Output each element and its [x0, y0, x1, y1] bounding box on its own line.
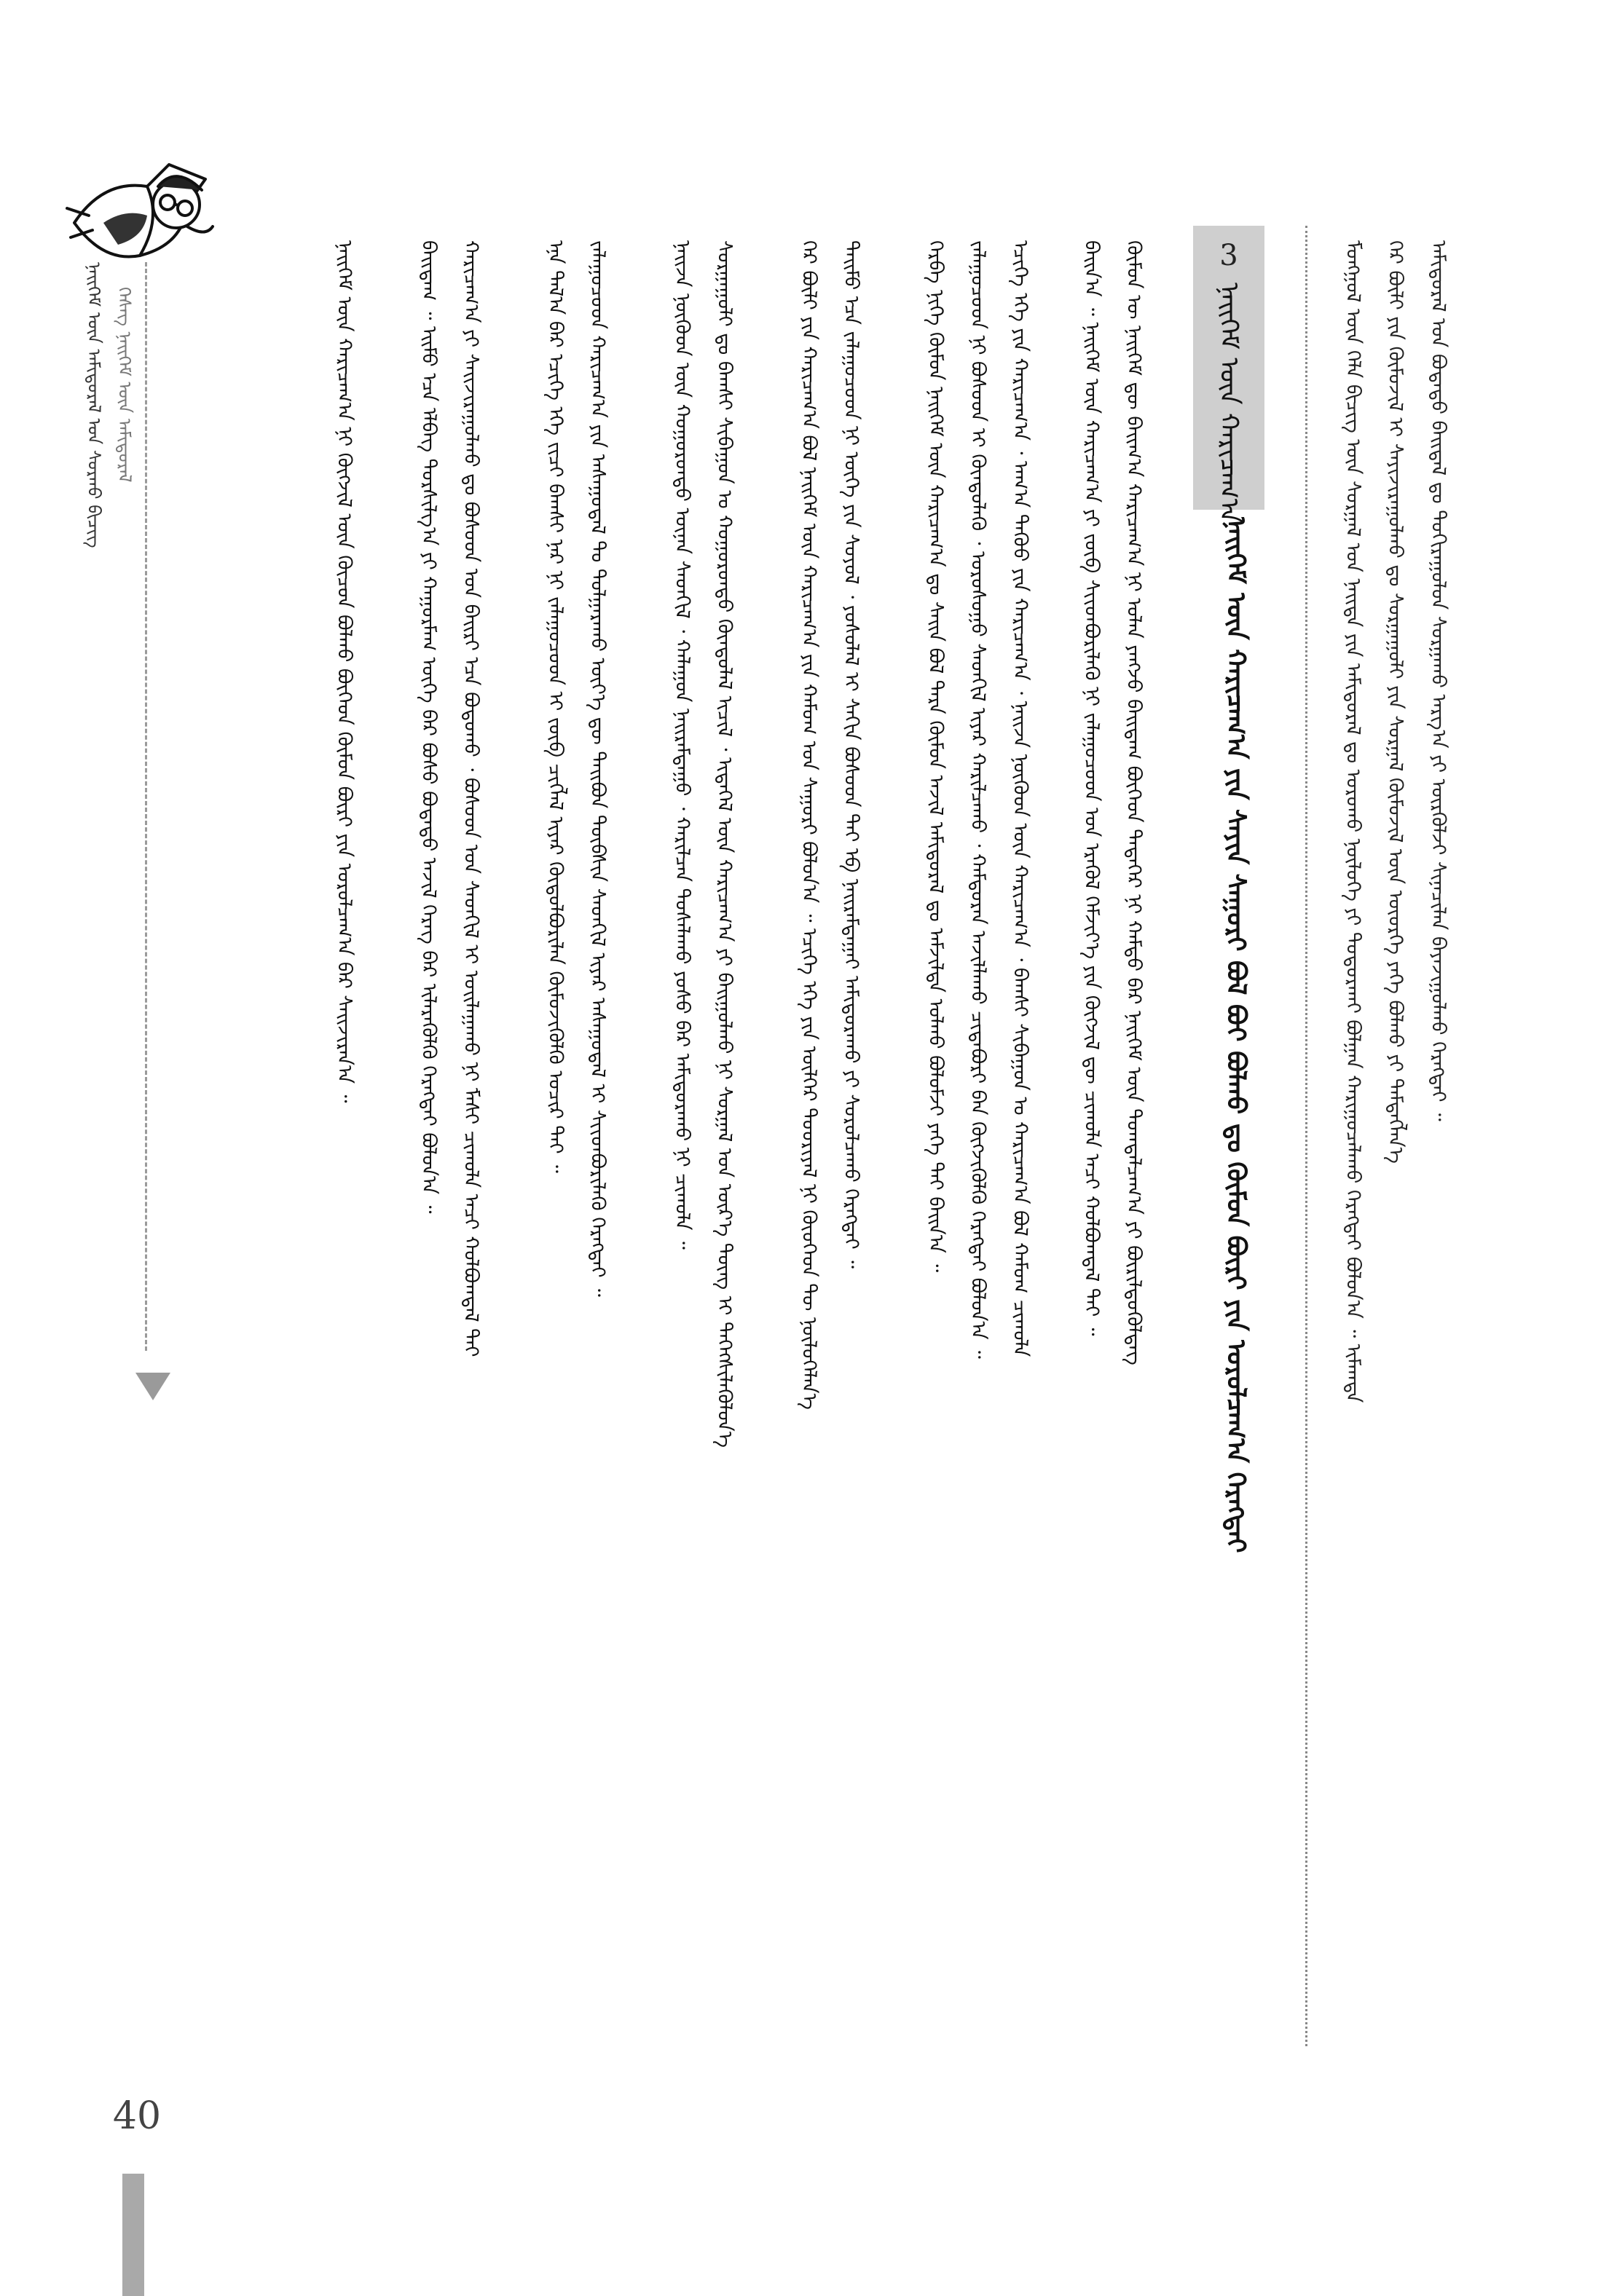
body-text-line: ᠨᠠᠢᠵᠠ ᠨᠥᠬᠦᠳ ᠦᠨ ᠬᠣᠭᠣᠷᠣᠨᠳᠤ ᠦᠨᠡᠨ ᠰᠡᠳᠬᠢᠯ ᠂ ᠬᠠᠯᠠᠭᠤᠨ ᠨᠠᠢᠷᠠᠮᠳᠠᠭᠤ ᠂ ᠬᠠᠷᠢᠯᠴᠠᠨ ᠲᠤᠰᠠᠯᠠᠬᠤ ᠶᠣᠰᠣ ᠪᠠᠷ ᠠᠮᠢᠳᠤᠷᠠᠬᠤ ᠨᠢ ᠴᠢᠬᠤᠯᠠ ᠃: [671, 240, 693, 1250]
section-number: 3: [1219, 239, 1238, 272]
running-header-chapter: ᠬᠡᠰᠡᠭ ᠨᠡᠢᠭᠡᠮ ᠦᠨ ᠠᠮᠢᠳᠤᠷᠠᠯ: [114, 287, 135, 483]
section-heading: ᠨᠡᠢᠭᠡᠮ ᠦᠨ ᠬᠠᠷᠢᠴᠠᠭ᠎ᠠ ᠶᠢᠨ ᠰᠠᠶᠢᠨ ᠰᠠᠭᠤᠷᠢ ᠪᠣᠯ ᠪᠤᠢ ᠪᠣᠯᠬᠤ ᠳᠤ ᠬᠦᠮᠦᠨ ᠪᠦᠷᠢ ᠶᠢᠨ ᠣᠷᠣᠯᠴᠠᠭ᠎ᠠ ᠬᠡᠷᠡᠭᠲᠡᠢ: [1221, 517, 1251, 1553]
body-text-line: ᠪᠠᠢᠳᠠᠭ ᠃ ᠡᠢᠮᠦ ᠡᠴᠡ ᠡᠯᠪᠡᠭ ᠲᠤᠷᠰᠢᠯᠭ᠎ᠠ ᠶᠢ ᠬᠠᠭᠤᠷᠮᠠᠭ ᠦᠭᠡ ᠪᠡᠷ ᠪᠤᠰᠤ ᠪᠣᠳᠠᠲᠤ ᠠᠵᠢᠯ ᠬᠡᠷᠡᠭ ᠪᠡᠷ ᠢᠯᠡᠷᠡᠭᠦᠯᠬᠦ ᠬᠡᠷᠡᠭᠲᠡᠢ ᠪᠣᠯᠤᠨ᠎ᠠ ᠃: [417, 240, 440, 1214]
body-text-line: ᠨᠡᠢᠭᠡᠮ ᠦᠨ ᠬᠠᠷᠢᠴᠠᠭ᠎ᠠ ᠨᠢ ᠬᠥᠭᠵᠢᠯ ᠦᠨ ᠬᠦᠴᠦᠨ ᠪᠣᠯᠬᠤ ᠪᠥᠭᠡᠳ ᠬᠦᠮᠦᠨ ᠪᠦᠷᠢ ᠶᠢᠨ ᠣᠷᠣᠯᠴᠠᠭ᠎ᠠ ᠪᠠᠷ ᠰᠠᠢᠵᠢᠷᠠᠨ᠎ᠠ ᠃: [333, 240, 355, 1103]
running-header: [84, 262, 135, 1456]
body-text-line: ᠵᠠᠯᠠᠭᠤᠴᠤᠳ ᠨᠢ ᠪᠤᠰᠤᠳ ᠢ ᠬᠦᠨᠳᠦᠯᠡᠬᠦ ᠂ ᠤᠷᠤᠰᠤᠭᠤ ᠰᠡᠳᠬᠢᠯ ᠢᠶᠠᠷ ᠬᠠᠷᠢᠯᠴᠠᠬᠤ ᠂ ᠬᠠᠮᠲᠤᠷᠠᠨ ᠠᠵᠢᠯᠯᠠᠬᠤ ᠴᠢᠳᠠᠪᠤᠷᠢ ᠪᠠᠨ ᠬᠥᠭᠵᠢᠭᠦᠯᠬᠦ ᠬᠡᠷᠡᠭᠲᠡᠢ ᠪᠣᠯᠤᠨ᠎ᠠ ᠃: [967, 240, 989, 1359]
body-text-line: ᠬᠠᠷᠢᠴᠠᠭ᠎ᠠ ᠶᠢ ᠰᠠᠢᠵᠢᠷᠠᠭᠤᠯᠬᠤ ᠳᠤ ᠪᠤᠰᠤᠳ ᠤᠨ ᠪᠠᠢᠷᠢ ᠡᠴᠡ ᠪᠣᠳᠣᠬᠤ ᠂ ᠪᠤᠰᠤᠳ ᠤᠨ ᠰᠡᠳᠬᠢᠯ ᠢ ᠣᠢᠯᠠᠭᠠᠬᠤ ᠨᠢ ᠮᠠᠰᠢ ᠴᠢᠬᠤᠯᠠ ᠠᠴᠢ ᠬᠣᠯᠪᠣᠭᠳᠠᠯ ᠲᠠᠢ: [460, 240, 482, 1357]
section-title: ᠨᠡᠢᠭᠡᠮ ᠦᠨ ᠬᠠᠷᠢᠴᠠᠭ᠎ᠠ: [1213, 283, 1244, 524]
body-text-line: ᠵᠠᠯᠠᠭᠤᠴᠤᠳ ᠬᠠᠷᠢᠴᠠᠭ᠎ᠠ ᠶᠢᠨ ᠠᠰᠠᠭᠤᠳᠠᠯ ᠲᠤ ᠲᠤᠯᠭᠠᠷᠠᠬᠤ ᠦᠶ᠎ᠡ ᠳᠦ ᠲᠠᠢᠪᠤᠨ ᠲᠦᠪᠰᠢᠨ ᠰᠡᠳᠬᠢᠯ ᠢᠶᠠᠷ ᠠᠰᠠᠭᠤᠳᠠᠯ ᠢ ᠰᠢᠢᠳᠪᠦᠷᠢᠯᠡᠬᠦ ᠬᠡᠷᠡᠭᠲᠡᠢ ᠃: [586, 240, 609, 1297]
previous-text-line: ᠮᠣᠩᠭᠣᠯ ᠦᠨ ᠬᠡᠯᠡ ᠪᠢᠴᠢᠭ ᠦᠨ ᠰᠤᠷᠭᠠᠯ ᠤᠨ ᠨᠡᠢᠲᠡ ᠶᠢᠨ ᠠᠮᠢᠳᠤᠷᠠᠯ ᠳᠤ ᠣᠷᠣᠬᠤ ᠨᠥᠯᠦᠭᠡ ᠶᠢ ᠲᠣᠳᠣᠷᠬᠠᠢ ᠪᠣᠯᠭᠠᠨ ᠬᠠᠷᠢᠭᠤᠴᠠᠯᠠᠬᠤ ᠬᠡᠷᠡᠭᠲᠡᠢ ᠪᠣᠯᠤᠨ᠎ᠠ ᠃ ᠢᠮᠠᠭᠲᠠ: [1342, 240, 1364, 1403]
running-header-title: ᠨᠡᠢᠭᠡᠮ ᠦᠨ ᠠᠮᠢᠳᠤᠷᠠᠯ ᠤᠨ ᠰᠤᠷᠬᠤ ᠪᠢᠴᠢᠭ: [84, 262, 104, 548]
section-divider: [1305, 226, 1307, 2046]
reading-kid-icon: [60, 135, 220, 277]
body-text-line: ᠬᠦᠮᠦᠨ ᠦ ᠨᠡᠢᠭᠡᠮ ᠳᠦ ᠪᠠᠢᠭ᠎ᠠ ᠬᠠᠷᠢᠴᠠᠭ᠎ᠠ ᠨᠢ ᠣᠯᠠᠨ ᠶᠠᠩᠵᠤ ᠪᠠᠢᠳᠠᠭ ᠪᠥᠭᠡᠳ ᠲᠡᠳᠡᠭᠡᠷ ᠨᠢ ᠬᠠᠮᠲᠤ ᠪᠠᠷ ᠨᠡᠢᠭᠡᠮ ᠦᠨ ᠲᠣᠭᠲᠠᠯᠴᠠᠭ᠎ᠠ ᠶᠢ ᠪᠦᠷᠢᠯᠳᠦᠭᠦᠯᠳᠡᠭ: [1122, 240, 1145, 1365]
page-number: 40: [112, 2094, 162, 2138]
body-text-line: ᠭᠡᠷ ᠪᠦᠯᠢ ᠶᠢᠨ ᠬᠠᠷᠢᠴᠠᠭ᠎ᠠ ᠪᠣᠯ ᠨᠡᠢᠭᠡᠮ ᠦᠨ ᠬᠠᠷᠢᠴᠠᠭ᠎ᠠ ᠶᠢᠨ ᠬᠠᠮᠤᠭ ᠤᠨ ᠰᠠᠭᠤᠷᠢ ᠪᠣᠯᠤᠨ᠎ᠠ ᠃ ᠡᠴᠢᠭᠡ ᠡᠬᠡ ᠶᠢᠨ ᠦᠯᠭᠡᠷ ᠳᠤᠤᠷᠢᠶᠠᠯ ᠨᠢ ᠬᠦᠦᠬᠡᠳ ᠲᠦ ᠨᠥᠯᠦᠭᠡᠯᠡᠨ᠎ᠡ: [798, 240, 820, 1410]
body-text-line: ᠪᠠᠢᠨ᠎ᠠ ᠃ ᠨᠡᠢᠭᠡᠮ ᠦᠨ ᠬᠠᠷᠢᠴᠠᠭ᠎ᠠ ᠶᠢ ᠵᠥᠪ ᠰᠢᠢᠳᠪᠦᠷᠢᠯᠡᠬᠦ ᠨᠢ ᠵᠠᠯᠠᠭᠤᠴᠤᠳ ᠤᠨ ᠡᠷᠡᠭᠦᠯ ᠬᠡᠮᠵᠢᠶ᠎ᠡ ᠶᠢᠨ ᠬᠥᠭᠵᠢᠯ ᠳᠦ ᠴᠢᠬᠤᠯᠠ ᠠᠴᠢ ᠬᠣᠯᠪᠣᠭᠳᠠᠯ ᠲᠠᠢ ᠃: [1080, 240, 1103, 1336]
body-text-line: ᠡᠨᠡ ᠲᠠᠯ᠎ᠠ ᠪᠠᠷ ᠡᠴᠢᠭᠡ ᠡᠬᠡ ᠵᠢᠴᠢ ᠪᠠᠭᠰᠢ ᠨᠠᠷ ᠨᠢ ᠵᠠᠯᠠᠭᠤᠴᠤᠳ ᠢ ᠵᠥᠪ ᠴᠢᠭᠯᠡᠯ ᠢᠶᠠᠷ ᠬᠥᠲᠦᠯᠪᠦᠷᠢᠯᠡᠨ ᠬᠥᠮᠦᠵᠢᠭᠦᠯᠬᠦ ᠤᠴᠢᠷ ᠲᠠᠢ ᠃: [544, 240, 567, 1173]
previous-text-line: ᠠᠮᠢᠳᠤᠷᠠᠯ ᠤᠨ ᠪᠣᠳᠠᠲᠤ ᠪᠠᠢᠳᠠᠯ ᠳᠤ ᠲᠣᠬᠢᠷᠠᠭᠤᠯᠤᠨ ᠰᠤᠷᠭᠠᠬᠤ ᠠᠷᠭ᠎ᠠ ᠶᠢ ᠦᠷᠭᠦᠯᠵᠢ ᠰᠢᠨᠡᠴᠢᠯᠡᠨ ᠪᠠᠶᠠᠵᠢᠭᠤᠯᠬᠤ ᠬᠡᠷᠡᠭᠲᠡᠢ ᠃: [1427, 240, 1449, 1121]
body-text-line: ᠡᠴᠢᠭᠡ ᠡᠬᠡ ᠶᠢᠨ ᠬᠠᠷᠢᠴᠠᠭ᠎ᠠ ᠂ ᠠᠬ᠎ᠠ ᠳᠡᠭᠦᠦ ᠶᠢᠨ ᠬᠠᠷᠢᠴᠠᠭ᠎ᠠ ᠂ ᠨᠠᠢᠵᠠ ᠨᠥᠬᠦᠳ ᠦᠨ ᠬᠠᠷᠢᠴᠠᠭ᠎ᠠ ᠂ ᠪᠠᠭᠰᠢ ᠰᠢᠪᠠᠭᠤᠨ ᠤ ᠬᠠᠷᠢᠴᠠᠭ᠎ᠠ ᠪᠣᠯ ᠬᠠᠮᠤᠭ ᠴᠢᠬᠤᠯᠠ: [1009, 240, 1031, 1357]
section-badge: [1193, 226, 1264, 524]
body-text-line: ᠲᠡᠢᠮᠦ ᠡᠴᠡ ᠵᠠᠯᠠᠭᠤᠴᠤᠳ ᠨᠢ ᠦᠭᠡ ᠶᠢᠨ ᠰᠣᠶᠤᠯ ᠂ ᠶᠣᠰᠣᠯᠠᠯ ᠢ ᠰᠠᠬᠢᠨ ᠪᠤᠰᠤᠳ ᠲᠠᠢ ᠡᠪ ᠨᠠᠢᠷᠠᠮᠳᠠᠭᠠᠢ ᠠᠮᠢᠳᠤᠷᠠᠬᠤ ᠶᠢ ᠰᠤᠷᠤᠯᠴᠠᠬᠤ ᠬᠡᠷᠡᠭᠲᠡᠢ ᠃: [840, 240, 862, 1269]
body-text-line: ᠬᠡᠷᠪᠡ ᠨᠢᠭᠡ ᠬᠦᠮᠦᠨ ᠨᠡᠢᠭᠡᠮ ᠦᠨ ᠬᠠᠷᠢᠴᠠᠭ᠎ᠠ ᠳᠤ ᠰᠠᠢᠨ ᠪᠣᠯ ᠲᠡᠷᠡ ᠬᠦᠮᠦᠨ ᠠᠵᠢᠯ ᠠᠮᠢᠳᠤᠷᠠᠯ ᠳᠤ ᠠᠮᠵᠢᠯᠲᠠ ᠣᠯᠬᠤ ᠪᠣᠯᠤᠮᠵᠢ ᠶᠡᠬᠡ ᠲᠡᠢ ᠪᠠᠢᠨ᠎ᠠ ᠃: [924, 240, 947, 1273]
page-tab: [122, 2174, 144, 2296]
triangle-marker-icon: [135, 1373, 170, 1400]
dashed-divider: [145, 262, 147, 1351]
previous-text-line: ᠭᠡᠷ ᠪᠦᠯᠢ ᠶᠢᠨ ᠬᠦᠮᠦᠵᠢᠯ ᠢ ᠰᠠᠶᠢᠵᠢᠷᠠᠭᠤᠯᠬᠤ ᠳᠤ ᠰᠤᠷᠭᠠᠭᠤᠯᠢ ᠶᠢᠨ ᠰᠤᠷᠭᠠᠯ ᠬᠦᠮᠦᠵᠢᠯ ᠦᠨ ᠦᠦᠷᠭᠡ ᠶᠡᠬᠡ ᠪᠣᠯᠬᠤ ᠶᠢ ᠲᠡᠮᠳᠡᠭᠯᠡᠨ᠎ᠡ: [1384, 240, 1406, 1164]
body-text-line: ᠰᠤᠷᠭᠠᠭᠤᠯᠢ ᠳᠤ ᠪᠠᠭᠰᠢ ᠰᠢᠪᠠᠭᠤᠨ ᠤ ᠬᠣᠭᠣᠷᠣᠨᠳᠤ ᠬᠦᠨᠳᠦᠯᠡᠯ ᠢᠴᠢᠯ ᠂ ᠢᠲᠡᠭᠡᠯ ᠦᠨ ᠬᠠᠷᠢᠴᠠᠭ᠎ᠠ ᠶᠢ ᠪᠠᠢᠭᠤᠯᠬᠤ ᠨᠢ ᠰᠤᠷᠭᠠᠯ ᠤᠨ ᠦᠷ᠎ᠡ ᠳᠦᠩ ᠢ ᠳᠡᠭᠡᠭᠰᠢᠯᠡᠭᠦᠯᠦᠨ᠎ᠡ: [713, 240, 736, 1448]
